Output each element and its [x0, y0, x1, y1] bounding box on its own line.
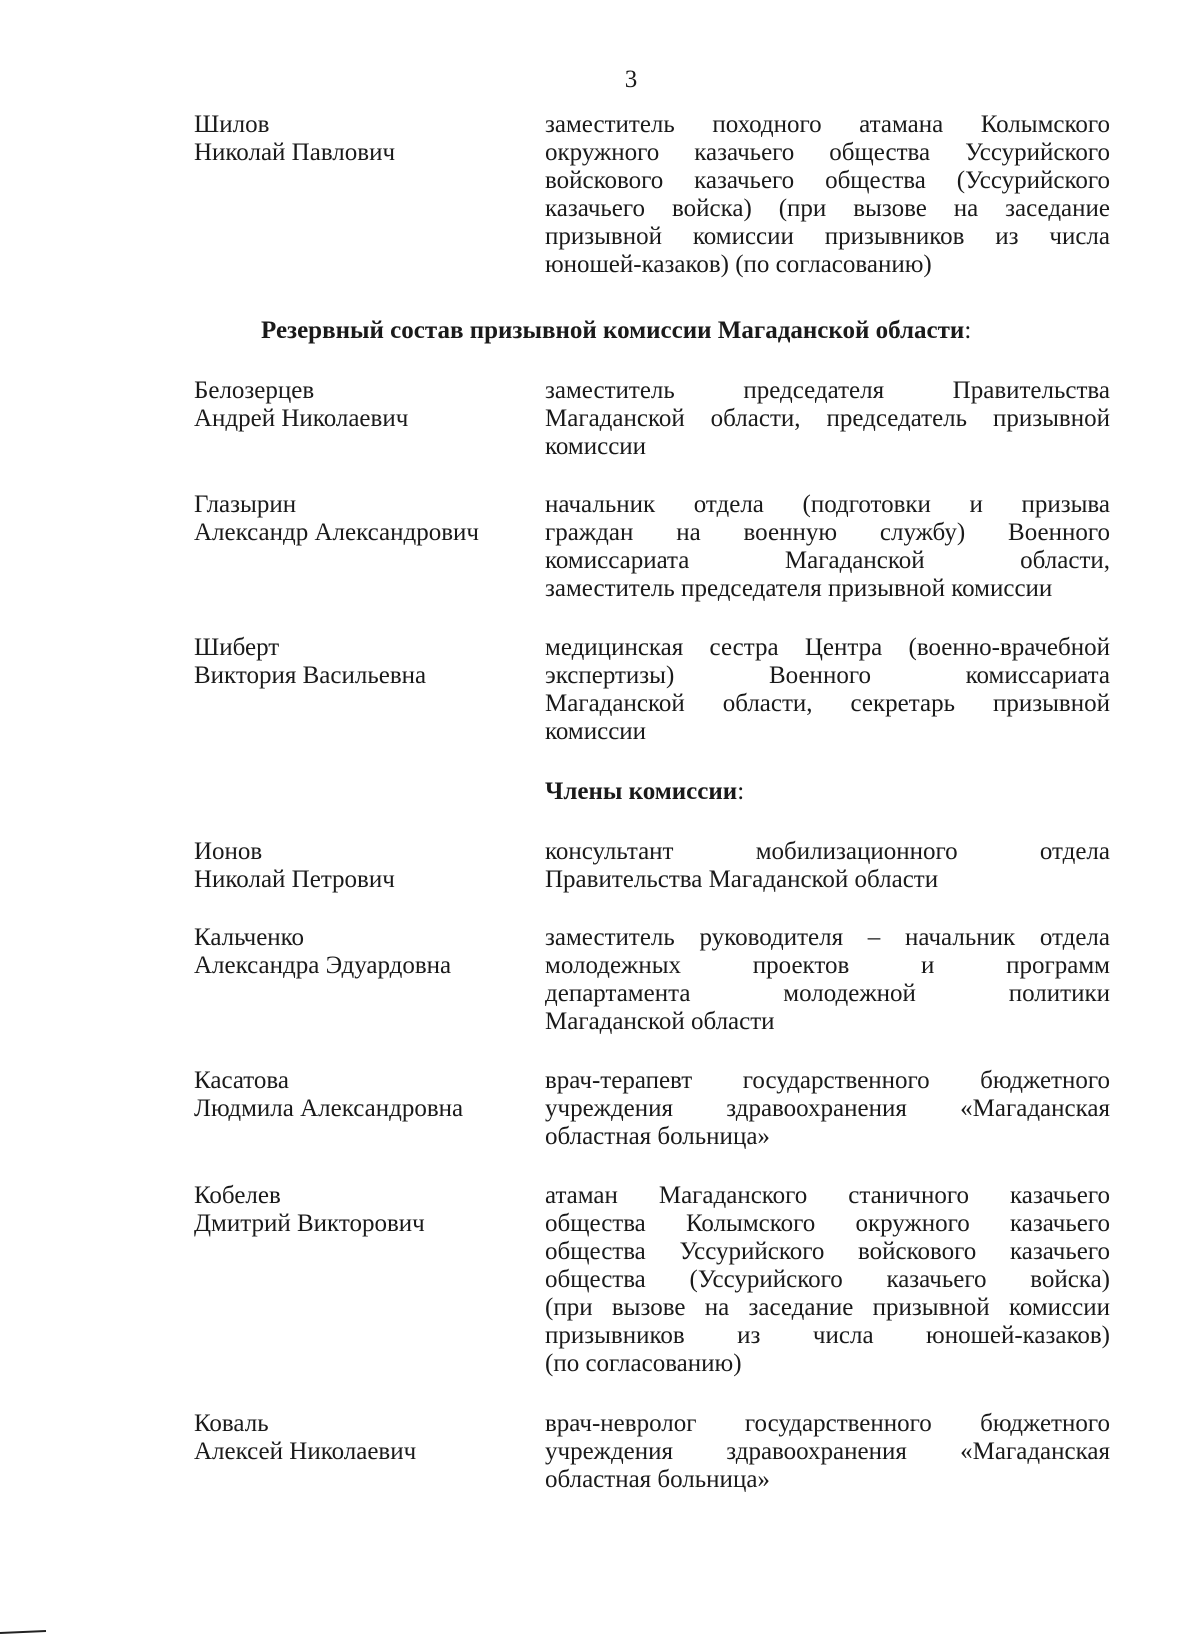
member-surname: Шилов	[194, 111, 270, 138]
reserve-section-heading	[261, 317, 971, 345]
position-line: граждан на военную службу) Военного	[545, 519, 1110, 546]
position-line: атаман Магаданского станичного казачьего	[545, 1182, 1110, 1209]
page-number: 3	[624, 66, 638, 93]
position-line: призывников из числа юношей-казаков)	[545, 1322, 1110, 1349]
member-name	[194, 924, 524, 980]
members-section-heading	[545, 778, 744, 806]
position-line: Магаданской области	[545, 1008, 775, 1035]
scan-edge-mark	[0, 1628, 50, 1639]
member-name	[194, 634, 524, 690]
position-line: заместитель походного атамана Колымского	[545, 111, 1110, 138]
member-surname: Кобелев	[194, 1182, 281, 1209]
member-name	[194, 377, 524, 433]
member-position	[545, 1067, 1110, 1151]
position-line: консультант мобилизационного отдела	[545, 838, 1110, 865]
position-line: Магаданской области, председатель призывной	[545, 405, 1110, 432]
position-line: областная больница»	[545, 1466, 770, 1493]
member-given-names: Виктория Васильевна	[194, 662, 427, 689]
member-name	[194, 838, 524, 894]
member-name	[194, 491, 524, 547]
member-position	[545, 111, 1110, 279]
member-position	[545, 924, 1110, 1036]
member-given-names: Александра Эдуардовна	[194, 952, 452, 979]
position-line: комиссии	[545, 718, 647, 745]
member-surname: Коваль	[194, 1410, 269, 1437]
position-line: областная больница»	[545, 1123, 770, 1150]
position-line: заместитель председателя призывной комиссии	[545, 575, 1053, 602]
member-position	[545, 377, 1110, 461]
member-surname: Шиберт	[194, 634, 280, 661]
position-line: экспертизы) Военного комиссариата	[545, 662, 1110, 689]
position-line: казачьего войска) (при вызове на заседание	[545, 195, 1110, 222]
position-line: заместитель председателя Правительства	[545, 377, 1110, 404]
member-given-names: Людмила Александровна	[194, 1095, 464, 1122]
member-given-names: Николай Петрович	[194, 866, 395, 893]
member-position	[545, 634, 1110, 746]
heading-colon: :	[737, 778, 745, 805]
member-position	[545, 1182, 1110, 1378]
heading-text: Резервный состав призывной комиссии Магаданской области	[261, 317, 965, 344]
member-given-names: Дмитрий Викторович	[194, 1210, 425, 1237]
member-name	[194, 1067, 524, 1123]
position-line: общества (Уссурийского казачьего войска)	[545, 1266, 1110, 1293]
position-line: войскового казачьего общества (Уссурийского	[545, 167, 1110, 194]
member-surname: Кальченко	[194, 924, 305, 951]
position-line: учреждения здравоохранения «Магаданская	[545, 1438, 1110, 1465]
member-surname: Ионов	[194, 838, 263, 865]
position-line: (по согласованию)	[545, 1350, 742, 1377]
position-line: общества Колымского окружного казачьего	[545, 1210, 1110, 1237]
member-surname: Касатова	[194, 1067, 289, 1094]
position-line: врач-невролог государственного бюджетного	[545, 1410, 1110, 1437]
member-given-names: Алексей Николаевич	[194, 1438, 417, 1465]
heading-text: Члены комиссии	[545, 778, 738, 805]
member-surname: Глазырин	[194, 491, 297, 518]
member-position	[545, 838, 1110, 894]
position-line: молодежных проектов и программ	[545, 952, 1110, 979]
position-line: заместитель руководителя – начальник отдела	[545, 924, 1110, 951]
member-given-names: Александр Александрович	[194, 519, 479, 546]
position-line: комиссии	[545, 433, 647, 460]
member-position	[545, 1410, 1110, 1494]
member-surname: Белозерцев	[194, 377, 315, 404]
position-line: общества Уссурийского войскового казачьего	[545, 1238, 1110, 1265]
position-line: комиссариата Магаданской области,	[545, 547, 1110, 574]
member-given-names: Андрей Николаевич	[194, 405, 409, 432]
position-line: (при вызове на заседание призывной комиссии	[545, 1294, 1110, 1321]
position-line: окружного казачьего общества Уссурийского	[545, 139, 1110, 166]
position-line: департамента молодежной политики	[545, 980, 1110, 1007]
position-line: призывной комиссии призывников из числа	[545, 223, 1110, 250]
position-line: начальник отдела (подготовки и призыва	[545, 491, 1110, 518]
position-line: юношей-казаков) (по согласованию)	[545, 251, 932, 278]
member-position	[545, 491, 1110, 603]
member-name	[194, 111, 524, 167]
heading-colon: :	[964, 317, 972, 344]
position-line: учреждения здравоохранения «Магаданская	[545, 1095, 1110, 1122]
member-name	[194, 1410, 524, 1466]
position-line: Магаданской области, секретарь призывной	[545, 690, 1110, 717]
member-name	[194, 1182, 524, 1238]
member-given-names: Николай Павлович	[194, 139, 396, 166]
position-line: Правительства Магаданской области	[545, 866, 939, 893]
position-line: врач-терапевт государственного бюджетного	[545, 1067, 1110, 1094]
position-line: медицинская сестра Центра (военно-врачебной	[545, 634, 1110, 661]
